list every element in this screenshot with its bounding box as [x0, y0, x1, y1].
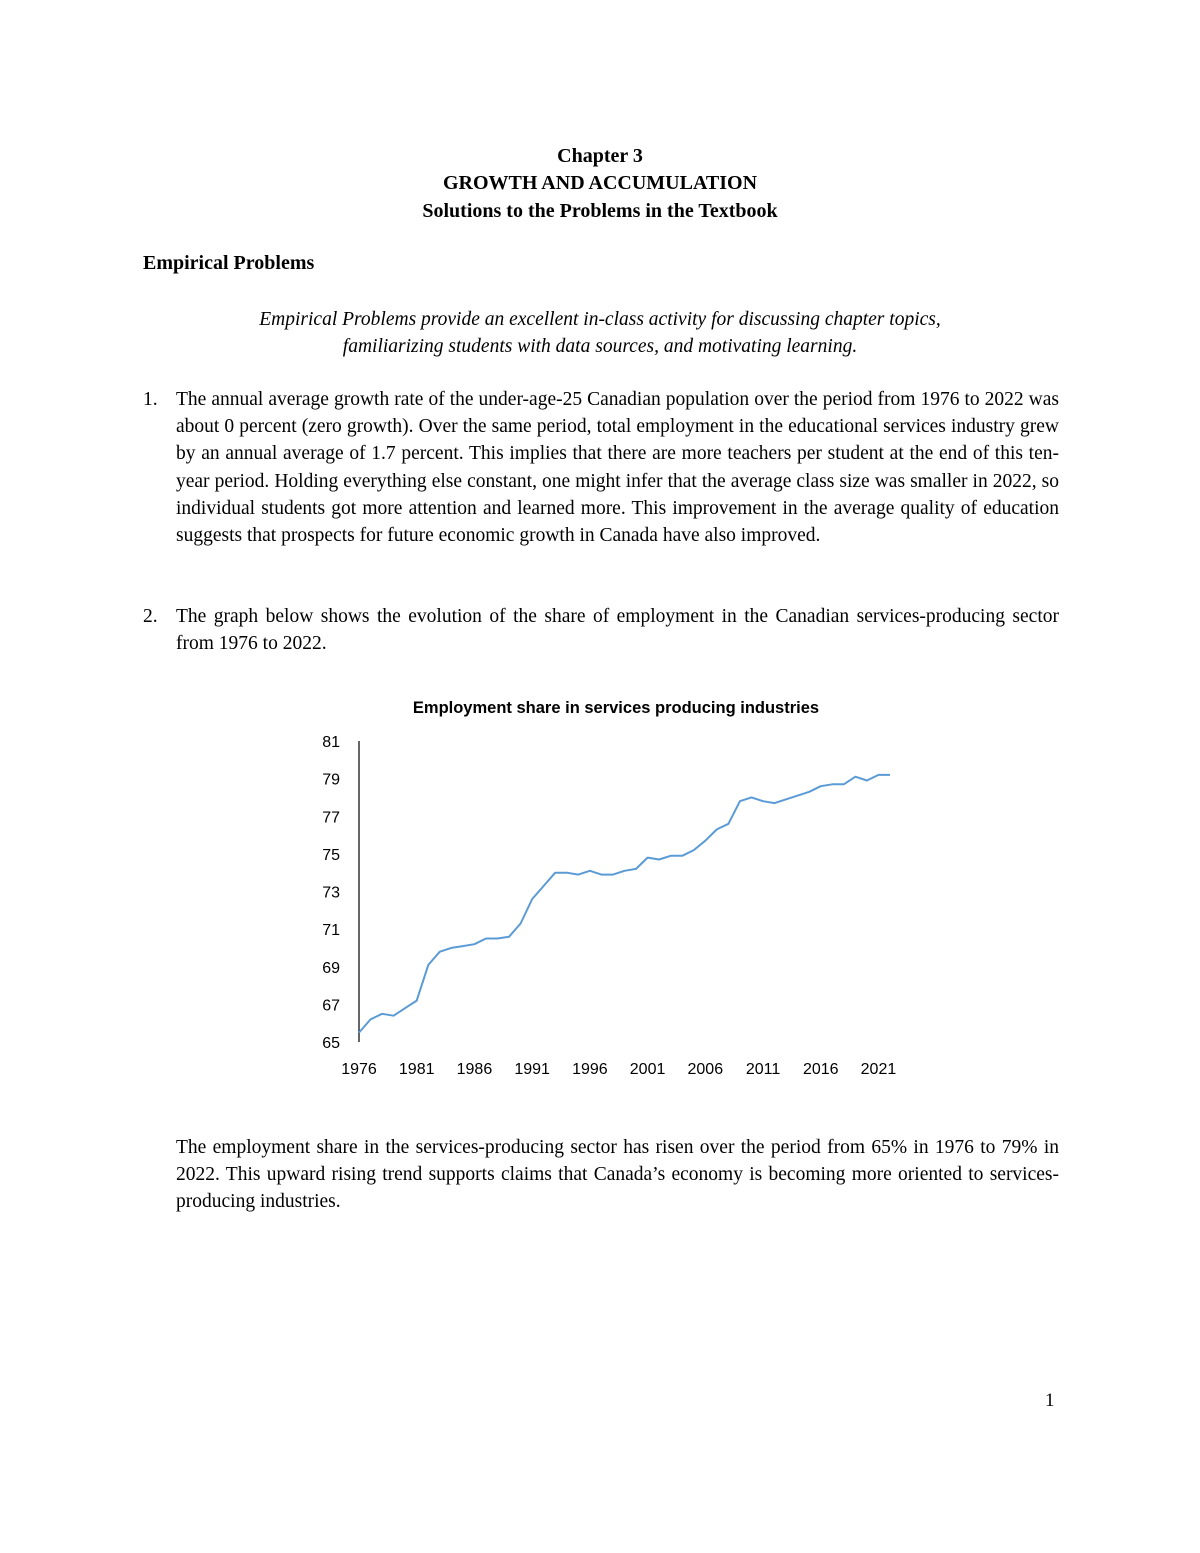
y-tick-label: 75	[322, 846, 340, 864]
x-tick-label: 1981	[398, 1061, 435, 1078]
x-tick-label: 2016	[802, 1061, 839, 1078]
y-tick-label: 81	[322, 734, 340, 751]
problem-text: The graph below shows the evolution of the share of employment in the Canadian services-producing sector from 1976 to 2022.	[176, 606, 1059, 655]
chapter-title: GROWTH AND ACCUMULATION	[442, 172, 758, 194]
x-tick-label: 1976	[341, 1061, 377, 1078]
x-tick-label: 1991	[514, 1061, 550, 1078]
y-tick-label: 73	[322, 884, 340, 902]
x-tick-label: 2001	[629, 1061, 666, 1078]
y-tick-label: 79	[322, 771, 340, 789]
x-tick-label: 1996	[572, 1061, 608, 1078]
x-tick-label: 2021	[860, 1061, 897, 1078]
intro-line-2: familiarizing students with data sources, and motivating learning.	[342, 336, 858, 357]
x-tick-label: 2006	[687, 1061, 724, 1078]
x-tick-label: 1986	[456, 1061, 493, 1078]
y-tick-label: 69	[322, 959, 340, 977]
chart-title: Employment share in services producing industries	[412, 699, 820, 717]
intro-line-1: Empirical Problems provide an excellent in-class activity for discussing chapter topics,	[259, 309, 941, 330]
y-tick-label: 71	[322, 922, 340, 940]
chapter-subtitle: Solutions to the Problems in the Textbook	[422, 200, 778, 222]
problem-number: 2.	[143, 606, 158, 627]
page-number: 1	[1045, 1390, 1055, 1411]
problem-number: 1.	[143, 389, 158, 410]
section-heading: Empirical Problems	[143, 252, 315, 274]
y-tick-label: 67	[322, 997, 340, 1015]
conclusion-paragraph: The employment share in the services-producing sector has risen over the period from 65% in 1976 to 79% in 2022. This upward rising trend supports claims that Canada’s economy is becoming more oriented to services-producing industries.	[176, 1137, 1059, 1213]
y-tick-label: 77	[322, 809, 340, 827]
chapter-label: Chapter 3	[557, 145, 643, 167]
x-tick-label: 2011	[745, 1061, 781, 1078]
series-line	[359, 775, 890, 1033]
problem-text: The annual average growth rate of the under-age-25 Canadian population over the period from 1976 to 2022 was about 0 percent (zero growth). Over the same period, total employment in the educational services industry grew by an annual average of 1.7 percent. This implies that there are more teachers per student at the end of this ten-year period. Holding everything else constant, one might infer that the average class size was smaller in 2022, so individual students got more attention and learned more. This improvement in the average quality of education suggests that prospects for future economic growth in Canada have also improved.	[176, 389, 1059, 547]
y-tick-label: 65	[322, 1035, 340, 1052]
